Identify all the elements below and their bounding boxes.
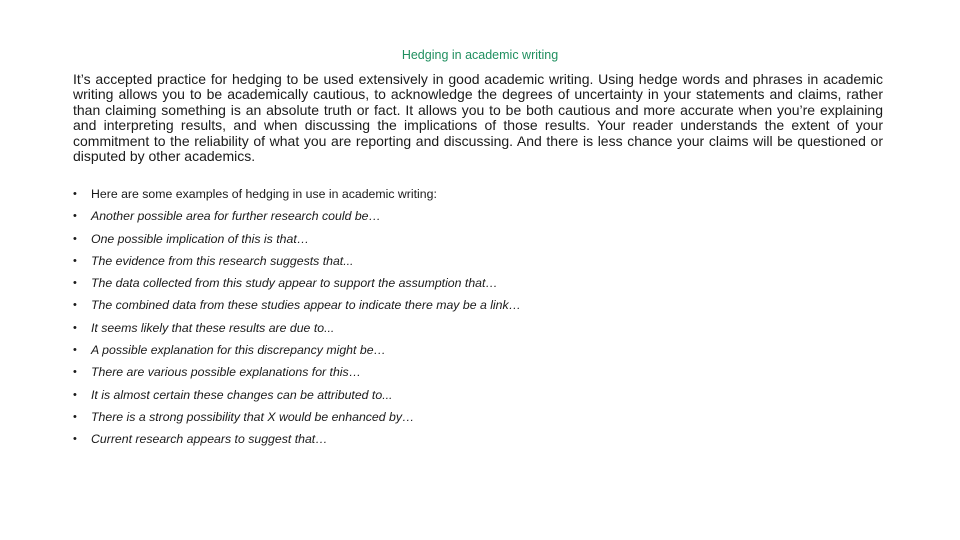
list-item-text: Here are some examples of hedging in use in academic writing:	[91, 187, 437, 201]
list-item	[73, 429, 883, 451]
bullet-icon: •	[73, 277, 77, 290]
list-item	[73, 251, 883, 273]
list-item-text: Current research appears to suggest that…	[91, 432, 328, 447]
list-item-text: Another possible area for further research could be…	[91, 209, 381, 224]
list-item-text: The combined data from these studies appear to indicate there may be a link…	[91, 298, 521, 313]
list-item	[73, 407, 883, 429]
bullet-icon: •	[73, 388, 77, 401]
list-item-text: It seems likely that these results are due to...	[91, 320, 335, 335]
bullet-icon: •	[73, 188, 77, 200]
hedging-examples-list	[73, 184, 883, 452]
list-item-text: A possible explanation for this discrepancy might be…	[91, 343, 386, 358]
bullet-icon: •	[73, 433, 77, 446]
list-item-text: One possible implication of this is that…	[91, 231, 310, 246]
intro-paragraph: It’s accepted practice for hedging to be used extensively in good academic writing. Using hedge words and phrases in academic writing allows you to be academically cautious, to acknowledge the degrees of uncertainty in your statements and claims, rather than claiming something is an absolute truth or fact. It allows you to be both cautious and more accurate when you’re explaining and interpreting results, and when discussing the implications of those results. Your reader understands the extent of your commitment to the reliability of what you are reporting and discussing. And there is less chance your claims will be questioned or disputed by other academics.	[73, 71, 883, 165]
list-item	[73, 340, 883, 362]
bullet-icon: •	[73, 210, 77, 223]
list-item	[73, 229, 883, 251]
bullet-icon: •	[73, 344, 77, 357]
list-item	[73, 206, 883, 228]
list-item-text: There are various possible explanations for this…	[91, 365, 361, 380]
list-item	[73, 362, 883, 384]
list-item	[73, 318, 883, 340]
list-item	[73, 184, 883, 206]
bullet-icon: •	[73, 366, 77, 379]
bullet-icon: •	[73, 232, 77, 245]
list-item	[73, 385, 883, 407]
list-item-text: The data collected from this study appear to support the assumption that…	[91, 276, 498, 291]
bullet-icon: •	[73, 410, 77, 423]
list-item-text: The evidence from this research suggests that...	[91, 253, 354, 268]
list-item-text: There is a strong possibility that X would be enhanced by…	[91, 409, 415, 424]
bullet-icon: •	[73, 299, 77, 312]
bullet-icon: •	[73, 321, 77, 334]
slide-title: Hedging in academic writing	[401, 48, 559, 62]
list-item-text: It is almost certain these changes can be attributed to...	[91, 387, 393, 402]
list-item	[73, 295, 883, 317]
list-item	[73, 273, 883, 295]
bullet-icon: •	[73, 254, 77, 267]
